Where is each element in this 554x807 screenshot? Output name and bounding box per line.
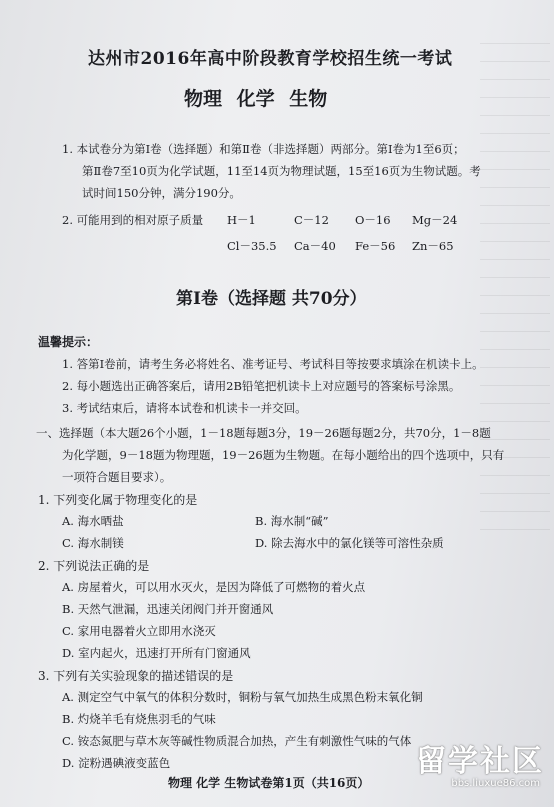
note-1-line-3: 试时间150分钟，满分190分。: [82, 186, 241, 200]
atomic-mass-zn: Zn－65: [412, 239, 454, 253]
instructions-line-2: 为化学题，9－18题为物理题，19－26题为生物题。在每小题给出的四个选项中，只有: [62, 448, 505, 462]
atomic-mass-o: O－16: [355, 213, 391, 227]
atomic-mass-cl: Cl－35.5: [227, 239, 277, 253]
question-2-option-c: C. 家用电器着火立即用水浇灭: [62, 624, 216, 638]
exam-subjects: 物理 化学 生物: [184, 88, 328, 110]
note-1-line-1: 1. 本试卷分为第Ⅰ卷（选择题）和第Ⅱ卷（非选择题）两部分。第Ⅰ卷为1至6页；: [62, 142, 465, 156]
question-3-option-d: D. 淀粉遇碘液变蓝色: [62, 756, 171, 770]
question-2-option-b: B. 天然气泄漏，迅速关闭阀门并开窗通风: [62, 602, 274, 616]
atomic-mass-h: H－1: [227, 213, 256, 227]
question-1-option-a: A. 海水晒盐: [62, 514, 124, 528]
atomic-mass-ca: Ca－40: [294, 239, 336, 253]
question-3-option-c: C. 铵态氮肥与草木灰等碱性物质混合加热，产生有刺激性气味的气体: [62, 734, 412, 748]
instructions-line-1: 一、选择题（本大题26个小题，1－18题每题3分，19－26题每题2分，共70分，1－8题: [36, 426, 491, 440]
atomic-mass-fe: Fe－56: [355, 239, 396, 253]
question-3-option-a: A. 测定空气中氧气的体积分数时，铜粉与氧气加热生成黑色粉末氧化铜: [62, 690, 423, 704]
bleed-through-shadow: [480, 26, 550, 546]
page-footer: 物理 化学 生物试卷第1页（共16页）: [168, 776, 370, 790]
question-3-option-b: B. 灼烧羊毛有烧焦羽毛的气味: [62, 712, 216, 726]
note-1-line-2: 第Ⅱ卷7至10页为化学试题，11至14页为物理试题，15至16页为生物试题。考: [82, 164, 481, 178]
watermark-logo: 留学社区: [416, 744, 544, 779]
question-1-option-b: B. 海水制“碱”: [255, 514, 329, 528]
atomic-mass-mg: Mg－24: [412, 213, 458, 227]
reminder-item-3: 3. 考试结束后，请将本试卷和机读卡一并交回。: [62, 401, 307, 415]
atomic-mass-c: C－12: [294, 213, 329, 227]
instructions-line-3: 一项符合题目要求）。: [62, 470, 172, 484]
question-3-stem: 3. 下列有关实验现象的描述错误的是: [38, 669, 234, 683]
reminder-item-2: 2. 每小题选出正确答案后，请用2B铅笔把机读卡上对应题号的答案标号涂黑。: [62, 379, 461, 393]
question-2-stem: 2. 下列说法正确的是: [38, 559, 150, 573]
reminder-item-1: 1. 答第Ⅰ卷前，请考生务必将姓名、准考证号、考试科目等按要求填涂在机读卡上。: [62, 357, 484, 371]
question-2-option-a: A. 房屋着火，可以用水灭火，是因为降低了可燃物的着火点: [62, 580, 366, 594]
question-2-option-d: D. 室内起火，迅速打开所有门窗通风: [62, 646, 251, 660]
question-1-option-c: C. 海水制镁: [62, 536, 124, 550]
question-1-stem: 1. 下列变化属于物理变化的是: [38, 493, 198, 507]
note-2-label: 2. 可能用到的相对原子质量: [62, 213, 204, 227]
reminder-label: 温馨提示：: [38, 335, 99, 349]
section-title: 第Ⅰ卷（选择题 共70分）: [176, 289, 367, 309]
watermark-url: bbs.liuxue86.com: [451, 778, 540, 789]
site-watermark: [406, 736, 548, 804]
question-1-option-d: D. 除去海水中的氯化镁等可溶性杂质: [255, 536, 444, 550]
exam-title: 达州市2016年高中阶段教育学校招生统一考试: [88, 49, 453, 69]
